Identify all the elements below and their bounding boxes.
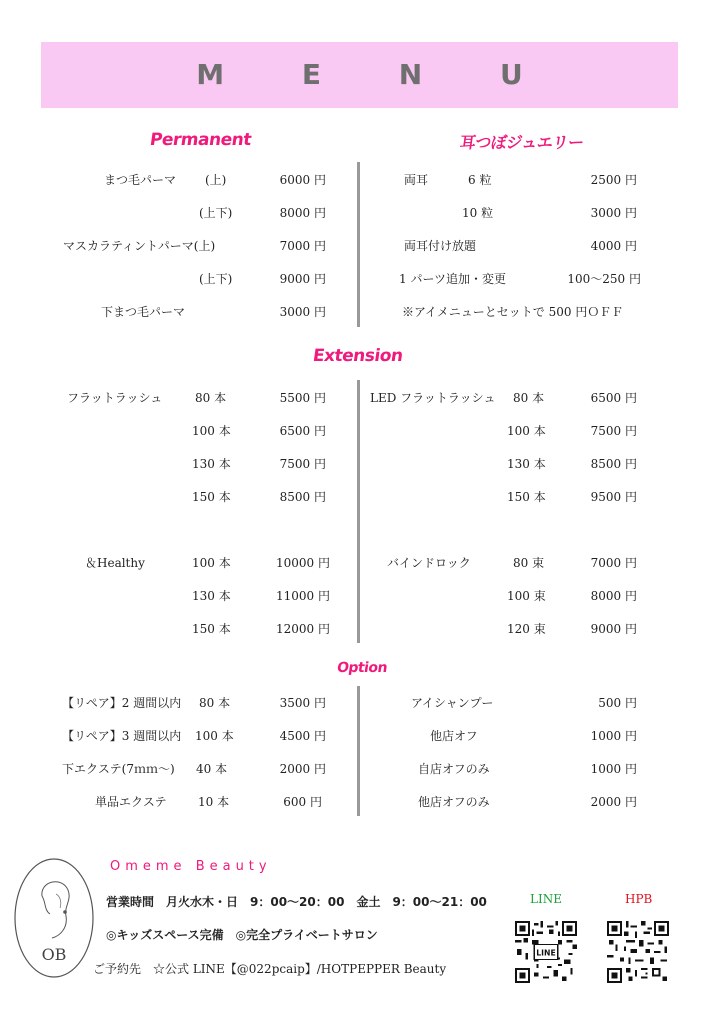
permanent-item-price: 6000 円 <box>279 173 326 187</box>
option-item-price: 1000 円 <box>590 762 637 776</box>
extension-item-qty: 100 本 <box>192 424 231 438</box>
jewelry-item-qty: 10 粒 <box>462 206 494 220</box>
option-item-name: 下エクステ(7ｍｍ～) <box>62 762 175 776</box>
jewelry-item-price: 3000 円 <box>590 206 637 220</box>
option-item-name: アイシャンプー <box>411 696 494 710</box>
business-hours: 営業時間 月火水木・日 9：00～20：00 金土 9：00～21：00 <box>106 895 487 909</box>
extension-item-price: 6500 円 <box>279 424 326 438</box>
permanent-item-name: まつ毛パーマ <box>104 173 177 187</box>
permanent-item-price: 3000 円 <box>279 305 326 319</box>
extension-item-price: 8000 円 <box>590 589 637 603</box>
line-qr-code[interactable] <box>514 920 578 984</box>
divider-permanent <box>357 162 360 327</box>
permanent-item-variant: (上下) <box>199 206 233 220</box>
salon-logo <box>12 856 96 980</box>
extension-item-qty: 130 本 <box>192 457 231 471</box>
permanent-item-variant: (上) <box>205 173 227 187</box>
logo-icon <box>12 856 96 980</box>
permanent-item-name: 下まつ毛パーマ <box>101 305 186 319</box>
extension-item-qty: 80 束 <box>513 556 545 570</box>
option-item-name: 自店オフのみ <box>418 762 490 776</box>
extension-item-qty: 100 束 <box>507 589 546 603</box>
page-title: M E N U <box>196 58 557 91</box>
extension-item-price: 11000 円 <box>276 589 330 603</box>
extension-item-price: 10000 円 <box>276 556 330 570</box>
extension-item-qty: 150 本 <box>192 622 231 636</box>
jewelry-item-price: 100～250 円 <box>567 272 641 286</box>
salon-name: Omeme Beauty <box>110 859 272 874</box>
extension-heading: Extension <box>311 346 404 366</box>
option-item-name: 単品エクステ <box>95 795 167 809</box>
option-item-qty: 40 本 <box>196 762 228 776</box>
option-item-price: 500 円 <box>598 696 637 710</box>
option-heading: Option <box>335 660 389 676</box>
option-item-qty: 10 本 <box>198 795 230 809</box>
extension-item-price: 9000 円 <box>590 622 637 636</box>
hpb-qr-code[interactable] <box>606 920 670 984</box>
permanent-heading: Permanent <box>148 130 253 150</box>
extension-item-price: 6500 円 <box>590 391 637 405</box>
extension-item-qty: 130 本 <box>507 457 546 471</box>
extension-item-price: 5500 円 <box>279 391 326 405</box>
jewelry-item-price: 2500 円 <box>590 173 637 187</box>
permanent-item-price: 7000 円 <box>279 239 326 253</box>
extension-item-price: 8500 円 <box>590 457 637 471</box>
qr-line-text: LINE <box>536 948 556 958</box>
option-item-name: 他店オフのみ <box>418 795 490 809</box>
extension-item-qty: 150 本 <box>507 490 546 504</box>
divider-extension <box>357 380 360 643</box>
jewelry-item-qty: 6 粒 <box>468 173 492 187</box>
jewelry-heading: 耳つぼジュエリー <box>458 133 585 152</box>
line-label: LINE <box>530 892 562 906</box>
permanent-item-variant: (上下) <box>199 272 233 286</box>
extension-item-qty: 120 束 <box>507 622 546 636</box>
qr-code-icon <box>607 921 669 983</box>
extension-item-price: 7500 円 <box>279 457 326 471</box>
jewelry-note: ※アイメニューとセットで 500 円ＯＦＦ <box>402 305 624 319</box>
extension-item-qty: 130 本 <box>192 589 231 603</box>
jewelry-item-name: 1 パーツ追加・変更 <box>399 272 506 286</box>
jewelry-item-price: 4000 円 <box>590 239 637 253</box>
extension-item-price: 12000 円 <box>276 622 330 636</box>
salon-features: ◎キッズスペース完備 ◎完全プライベートサロン <box>106 928 378 942</box>
option-item-name: 【リペア】2 週間以内 <box>62 696 182 710</box>
extension-item-qty: 150 本 <box>192 490 231 504</box>
logo-text: OB <box>41 945 67 964</box>
divider-option <box>357 686 360 816</box>
extension-item-name: ＆Healthy <box>85 556 145 570</box>
permanent-item-price: 9000 円 <box>279 272 326 286</box>
option-item-price: 600 円 <box>283 795 322 809</box>
extension-item-name: LED フラットラッシュ <box>370 391 496 405</box>
option-item-name: 他店オフ <box>430 729 478 743</box>
extension-item-price: 8500 円 <box>279 490 326 504</box>
extension-item-price: 7000 円 <box>590 556 637 570</box>
option-item-qty: 100 本 <box>195 729 234 743</box>
option-item-price: 1000 円 <box>590 729 637 743</box>
jewelry-item-name: 両耳 <box>404 173 429 187</box>
permanent-item-price: 8000 円 <box>279 206 326 220</box>
extension-item-qty: 80 本 <box>195 391 227 405</box>
extension-item-qty: 80 本 <box>513 391 545 405</box>
jewelry-item-name: 両耳付け放題 <box>404 239 477 253</box>
option-item-price: 3500 円 <box>279 696 326 710</box>
option-item-price: 2000 円 <box>279 762 326 776</box>
extension-item-price: 7500 円 <box>590 424 637 438</box>
option-item-qty: 80 本 <box>199 696 231 710</box>
extension-item-qty: 100 本 <box>507 424 546 438</box>
permanent-item-name: マスカラティントパーマ(上) <box>63 239 216 253</box>
title-band <box>41 42 678 108</box>
booking-info: ご予約先 ☆公式 LINE【@022pcaip】/HOTPEPPER Beauty <box>93 962 447 976</box>
extension-item-name: バインドロック <box>387 556 471 570</box>
extension-item-price: 9500 円 <box>590 490 637 504</box>
hpb-label: HPB <box>625 892 653 906</box>
extension-item-name: フラットラッシュ <box>67 391 163 405</box>
option-item-price: 2000 円 <box>590 795 637 809</box>
extension-item-qty: 100 本 <box>192 556 231 570</box>
option-item-price: 4500 円 <box>279 729 326 743</box>
option-item-name: 【リペア】3 週間以内 <box>62 729 182 743</box>
qr-code-icon <box>515 921 577 983</box>
